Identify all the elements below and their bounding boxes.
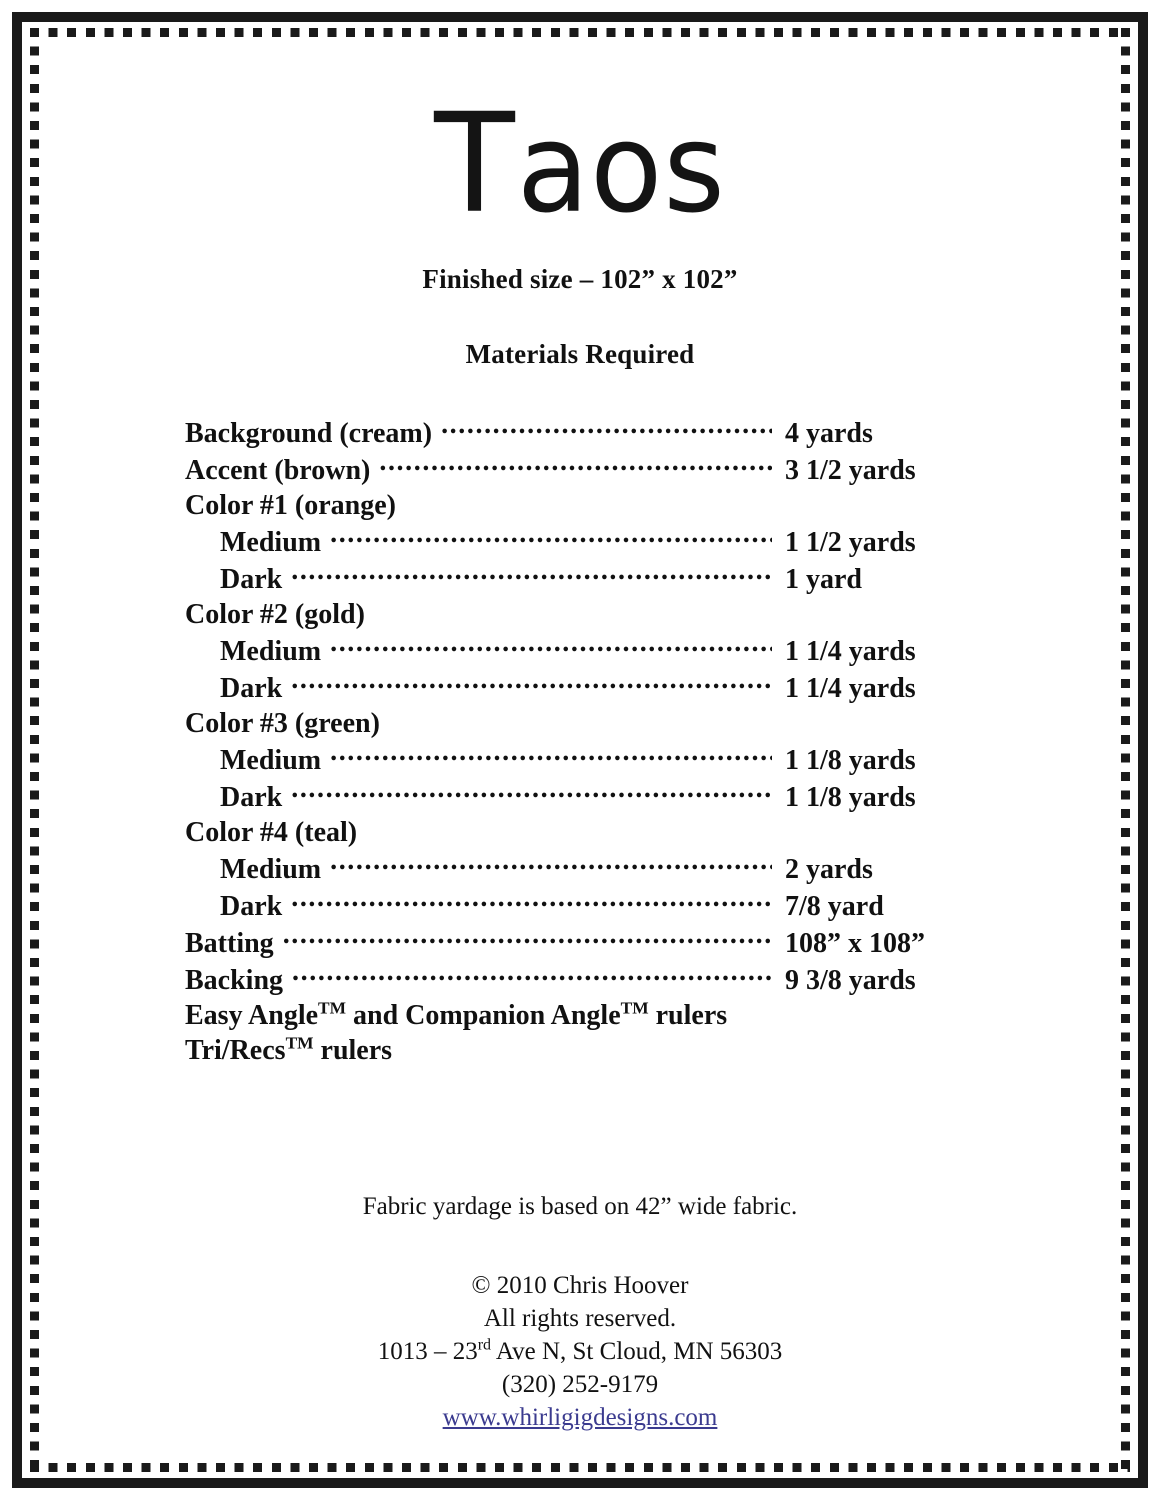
materials-label: Color #3 (green) — [185, 708, 380, 739]
materials-value: 1 1/4 yards — [785, 636, 916, 667]
materials-label: Color #2 (gold) — [185, 599, 365, 630]
materials-row — [185, 560, 985, 597]
materials-label: Medium — [220, 636, 322, 667]
materials-row — [185, 961, 985, 998]
page-content — [55, 50, 1105, 1440]
materials-group-header — [185, 597, 985, 632]
page-title — [55, 83, 1105, 245]
dot-leader — [291, 778, 772, 806]
materials-value: 3 1/2 yards — [785, 455, 916, 486]
page-footer — [55, 1190, 1105, 1434]
rights-reserved-line: All rights reserved. — [483, 1305, 677, 1332]
materials-group-header — [185, 706, 985, 741]
tools-suffix: rulers — [648, 1000, 728, 1031]
materials-row — [185, 632, 985, 669]
dot-leader — [291, 669, 772, 697]
materials-label: Color #4 (teal) — [185, 817, 358, 848]
materials-value: 2 yards — [785, 854, 873, 885]
dot-leader — [291, 887, 772, 915]
materials-label: Medium — [220, 745, 322, 776]
page-title-initial: T — [434, 83, 517, 245]
materials-value: 1 yard — [785, 564, 862, 595]
materials-list — [55, 414, 1105, 1068]
dot-leader — [330, 850, 772, 878]
materials-label: Dark — [220, 891, 283, 922]
materials-label: Batting — [185, 928, 274, 959]
copyright-line: © 2010 Chris Hoover — [471, 1272, 689, 1299]
page-title-rest: aos — [516, 96, 726, 240]
materials-value: 1 1/4 yards — [785, 673, 916, 704]
materials-value: 1 1/8 yards — [785, 745, 916, 776]
website-link[interactable]: www.whirligigdesigns.com — [442, 1404, 718, 1431]
tools-label — [185, 1035, 392, 1066]
tools-conjunction: and Companion Angle — [346, 1000, 621, 1031]
materials-label: Backing — [185, 965, 284, 996]
dot-leader — [292, 961, 772, 989]
address-remainder: Ave N, St Cloud, MN 56303 — [491, 1338, 783, 1365]
materials-label: Medium — [220, 527, 322, 558]
trademark-icon: TM — [318, 998, 346, 1018]
materials-row — [185, 414, 985, 451]
dot-leader — [283, 924, 772, 952]
materials-required-heading: Materials Required — [465, 339, 695, 369]
materials-value: 7/8 yard — [785, 891, 884, 922]
materials-row — [185, 669, 985, 706]
materials-value: 9 3/8 yards — [785, 965, 916, 996]
address-line — [55, 1335, 1105, 1368]
materials-label: Dark — [220, 564, 283, 595]
finished-size-line: Finished size – 102” x 102” — [422, 264, 738, 294]
dot-leader — [330, 523, 772, 551]
materials-group-header — [185, 488, 985, 523]
tools-suffix: rulers — [313, 1035, 393, 1066]
materials-row — [185, 887, 985, 924]
dot-leader — [330, 741, 772, 769]
tool-easy-angle: Easy Angle — [185, 1000, 319, 1031]
website-line — [55, 1401, 1105, 1434]
dot-leader — [441, 414, 772, 442]
dot-leader — [291, 560, 772, 588]
fabric-yardage-note: Fabric yardage is based on 42” wide fabric. — [362, 1193, 798, 1220]
materials-group-header — [185, 815, 985, 850]
materials-row — [185, 741, 985, 778]
materials-value: 108” x 108” — [785, 928, 925, 959]
materials-row — [185, 924, 985, 961]
materials-row — [185, 523, 985, 560]
phone-line: (320) 252-9179 — [501, 1371, 659, 1398]
materials-row — [185, 850, 985, 887]
materials-value: 1 1/2 yards — [785, 527, 916, 558]
address-number: 1013 – 23 — [377, 1338, 478, 1365]
materials-label: Medium — [220, 854, 322, 885]
dot-leader — [379, 451, 772, 479]
dot-leader — [330, 632, 772, 660]
materials-row — [185, 451, 985, 488]
trademark-icon: TM — [285, 1033, 314, 1053]
tool-tri-recs: Tri/Recs — [185, 1035, 286, 1066]
ordinal-suffix: rd — [477, 1336, 492, 1354]
materials-label: Background (cream) — [185, 418, 433, 449]
trademark-icon: TM — [620, 998, 649, 1018]
materials-row — [185, 778, 985, 815]
tools-row-rulers-primary — [185, 998, 985, 1033]
materials-label: Color #1 (orange) — [185, 490, 396, 521]
materials-value: 4 yards — [785, 418, 873, 449]
materials-label: Dark — [220, 673, 283, 704]
materials-label: Accent (brown) — [185, 455, 371, 486]
materials-label: Dark — [220, 782, 283, 813]
materials-value: 1 1/8 yards — [785, 782, 916, 813]
tools-row-rulers-secondary — [185, 1033, 985, 1068]
tools-label — [185, 1000, 727, 1031]
